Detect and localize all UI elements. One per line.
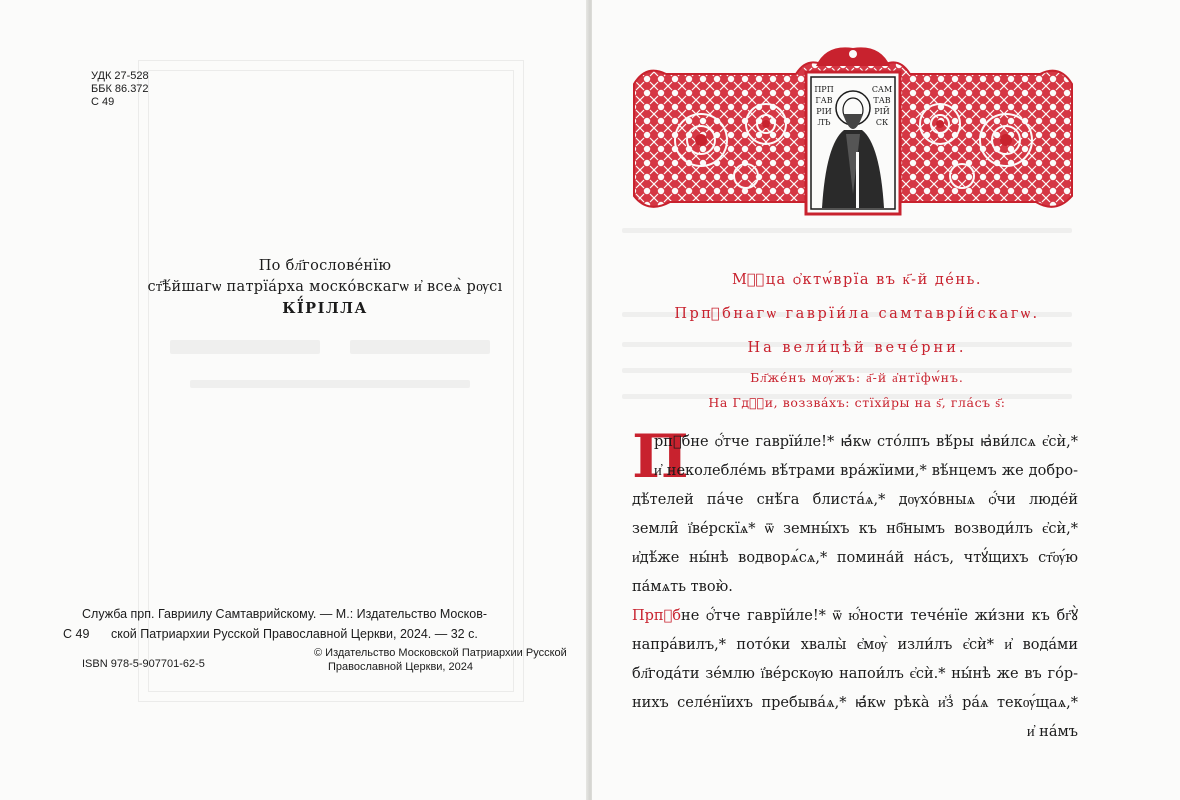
headpiece-svg	[626, 44, 1080, 218]
copyright-line-1: © Издательство Московской Патриархии Русской	[314, 647, 567, 659]
bbk-code: ББК 86.372	[91, 83, 149, 95]
stichera-line: земли̑ ї҆вéрскїѧ* ѿ земны́хъ къ нб҃нымъ возводи́лъ є҆сѝ,*	[632, 521, 1078, 537]
stichera-line-2-start: Прпⷣбне ѻ҆́тче гаврїи́ле!* ѿ ю҆́ности течéнїе жи́зни къ бг҃ꙋ̀	[632, 608, 1078, 624]
library-codes	[91, 70, 149, 109]
right-page	[592, 0, 1180, 800]
copyright-line-2: Православной Церкви, 2024	[328, 661, 474, 673]
isbn: ISBN 978-5-907701-62-5	[82, 658, 205, 670]
icon-label-right: САМ ТАВ РІЙ СК	[871, 85, 893, 127]
catalog-line-2: ской Патриархии Русской Православной Церкви, 2024. — 32 с.	[111, 627, 478, 641]
left-page	[0, 0, 588, 800]
show-through-text	[170, 340, 320, 354]
psalm-label: Бл҃жéнъ мѹ́жъ:	[750, 370, 862, 385]
lord-i-call-rubric	[622, 394, 1092, 412]
patriarch-name: КЇ́РІЛЛА	[282, 300, 368, 317]
stichera-text	[632, 422, 1078, 747]
blessing-block	[80, 256, 570, 319]
service-headings	[622, 270, 1092, 412]
copyright-block	[314, 646, 567, 674]
stichera-line: па́мѧть твою̀.	[632, 579, 733, 595]
psalm-value: а҃-й а҆нтїфѡ́нъ.	[866, 370, 964, 385]
catalog-line-2-row	[63, 624, 553, 644]
catalog-index: С 49	[63, 627, 90, 641]
stichera-line: дѣ́телей пáче снѣ́га блистáѧ,* дѹхóвныѧ ѻ҆́чи людéй	[632, 492, 1078, 508]
ornamental-headpiece	[626, 44, 1080, 218]
psalm-rubric	[622, 369, 1092, 387]
udk-code: УДК 27-528	[91, 70, 149, 82]
vespers-heading: На вели́цѣй вечéрни.	[747, 340, 967, 356]
c-code: С 49	[91, 96, 115, 108]
stichera-line: рпⷣбне ѻ҆́тче гаврїи́ле!* ꙗ҆́кѡ стóлпъ вѣ́ры ꙗ҆ви́лсѧ є҆сѝ,*	[654, 434, 1078, 450]
stichera-line: нихъ селéнїихъ пребывáѧ,* ꙗ҆́кѡ рѣкà и҆з̾ рáѧ текѹ́щаѧ,*	[632, 695, 1078, 711]
show-through-text	[190, 380, 470, 388]
lord-i-call-value: стїхи̑ры на ѕ҃, глáсъ ѕ҃:	[854, 395, 1006, 410]
blessing-line-2: ст҃ѣ́йшагѡ патрїáрха москóвскагѡ и҆ всеѧ̀ рѹсı	[147, 279, 503, 295]
icon-label-left: ПРП ГАВ РІИ ЛЪ	[814, 85, 834, 127]
month-heading: Мⷭ҇ца ѻ҆ктѡ́врїа въ к҃-й дéнь.	[731, 272, 983, 288]
saint-heading: Прпⷣбнагѡ гаврїи́ла самтаврі́йскагѡ.	[674, 306, 1040, 322]
stichera-line: и҆ неколеблéмь вѣ́трами вра́жїими,* вѣ́нцемъ же добро-	[654, 463, 1078, 479]
stichera-line: напрáвилъ,* потóки хвалы̀ є҆мѹ̀ изли́лъ є҆сѝ* и҆ водáми	[632, 637, 1078, 653]
catalog-line-1: Служба прп. Гавриилу Самтаврийскому. — М.: Издательство Москов-	[82, 607, 487, 621]
drop-cap: П	[632, 422, 689, 492]
catalog-record	[63, 604, 553, 644]
stichera-line: и҆дѣ́же ны́нѣ водворѧ́сѧ,* помина́й на́съ, чтꙋ́щихъ ст҃ѹ́ю	[632, 550, 1078, 566]
stichera-line: бл҃годáти зéмлю ї҆вéрскѹю напои́лъ є҆сѝ.* ны́нѣ же въ гóр-	[632, 666, 1078, 682]
catchword: и҆ нáмъ	[1026, 724, 1078, 740]
lord-i-call-label: На Гдⷭ҇и, воззвáхъ:	[708, 395, 851, 410]
sticheron-initial: Прпⷣб	[632, 608, 682, 624]
blessing-line-1: По бл҃гословéнїю	[258, 258, 392, 274]
show-through-text	[622, 228, 1072, 233]
show-through-text	[350, 340, 490, 354]
